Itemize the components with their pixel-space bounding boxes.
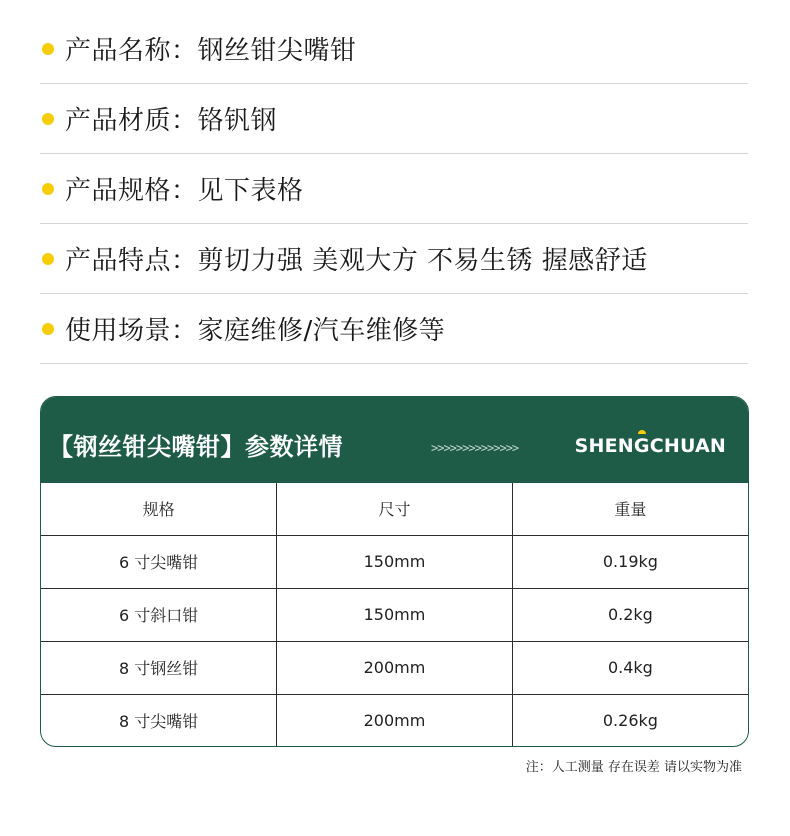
cell-spec: 8 寸尖嘴钳 — [41, 694, 277, 747]
cell-size: 150mm — [277, 588, 513, 641]
info-row-spec — [40, 154, 748, 224]
brand-text-accent: G — [633, 435, 650, 457]
bullet-dot-icon — [42, 113, 54, 125]
spec-title: 【钢丝钳尖嘴钳】参数详情 — [49, 433, 343, 461]
info-text-name: 产品名称：钢丝钳尖嘴钳 — [65, 36, 357, 66]
cell-spec: 6 寸斜口钳 — [41, 588, 277, 641]
table-row — [41, 535, 748, 588]
product-info-list — [40, 14, 748, 364]
cell-weight: 0.26kg — [602, 711, 658, 731]
brand-logo — [575, 435, 726, 457]
cell-size: 150mm — [277, 535, 513, 588]
cell-size: 200mm — [277, 641, 513, 694]
info-row-name — [40, 14, 748, 84]
column-header-weight: 重量 — [512, 483, 748, 535]
cell-spec: 6 寸尖嘴钳 — [41, 535, 277, 588]
cell-spec: 8 寸钢丝钳 — [41, 641, 277, 694]
cell-weight: 0.19kg — [512, 535, 748, 588]
info-row-material — [40, 84, 748, 154]
bullet-dot-icon — [42, 183, 54, 195]
cell-weight: 0.2kg — [512, 588, 748, 641]
brand-text-post: CHUAN — [649, 435, 726, 457]
cell-weight: 0.4kg — [512, 641, 748, 694]
brand-text-pre: SHEN — [574, 435, 634, 457]
info-text-features: 产品特点：剪切力强 美观大方 不易生锈 握感舒适 — [65, 246, 648, 276]
table-row — [41, 694, 748, 747]
bullet-dot-icon — [42, 43, 54, 55]
decorative-arrows-icon: >>>>>>>>>>>>>> — [431, 441, 519, 455]
footnote: 注：人工测量 存在误差 请以实物为准 — [525, 760, 742, 775]
table-header-row — [41, 483, 748, 535]
table-row — [41, 588, 748, 641]
spec-card — [40, 396, 749, 747]
info-text-usage: 使用场景：家庭维修/汽车维修等 — [65, 316, 446, 346]
bullet-dot-icon — [42, 323, 54, 335]
column-header-size: 尺寸 — [277, 483, 513, 535]
table-row — [41, 641, 748, 694]
cell-size: 200mm — [277, 694, 513, 747]
column-header-spec: 规格 — [41, 483, 277, 535]
info-row-features — [40, 224, 748, 294]
info-text-spec: 产品规格：见下表格 — [65, 176, 304, 206]
spec-table — [41, 483, 748, 747]
spec-header — [41, 397, 748, 483]
info-text-material: 产品材质：铬钒钢 — [65, 106, 278, 136]
info-row-usage — [40, 294, 748, 364]
bullet-dot-icon — [42, 253, 54, 265]
